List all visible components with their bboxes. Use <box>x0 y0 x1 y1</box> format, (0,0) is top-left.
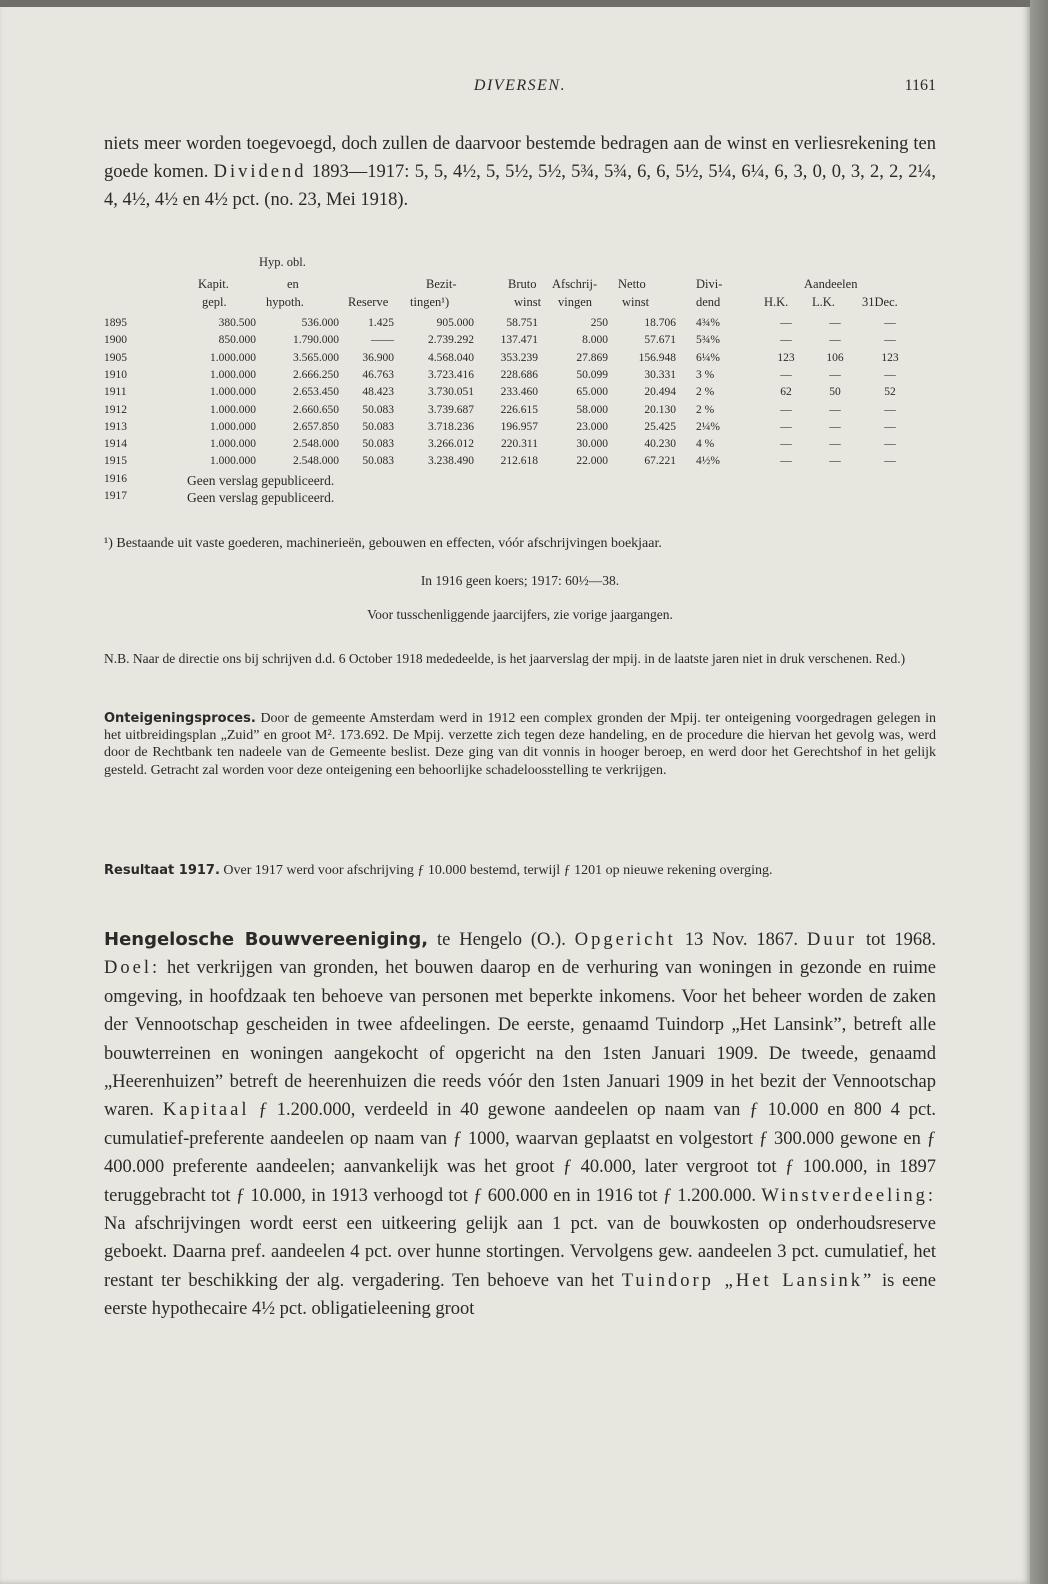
table-row <box>104 334 940 351</box>
dividend-values: 1893—1917: 5, 5, 4½, 5, 5½, 5½, 5¾, 5¾, 6, 6, 5½, 5¼, 6¼, 6, 3, 0, 0, 3, 2, 2, 2¼, 4, 4½, 4½ en 4½ pct. (no. 23, Mei 1918). <box>104 162 937 210</box>
table-row <box>104 352 940 369</box>
cell-note: Geen verslag gepubliceerd. <box>187 472 335 488</box>
cell-kap: 1.000.000 <box>210 386 256 399</box>
cell-year: 1913 <box>104 420 127 433</box>
header-31dec: 31Dec. <box>862 295 898 309</box>
cell-afs: 22.000 <box>576 455 608 468</box>
cell-lk: — <box>829 334 841 347</box>
cell-afs: 8.000 <box>582 334 608 347</box>
cell-d31: — <box>884 438 896 451</box>
cell-bez: 3.266.012 <box>428 438 474 451</box>
cell-net: 30.331 <box>644 368 676 381</box>
cell-hk: — <box>780 420 792 433</box>
cell-afs: 65.000 <box>576 386 608 399</box>
header-afschr-1: Afschrij- <box>552 277 598 291</box>
cell-lk: 106 <box>826 351 844 364</box>
cell-hyp: 1.790.000 <box>293 334 339 347</box>
cell-div: 6¼% <box>696 351 720 364</box>
header-reserve: Reserve <box>348 295 389 309</box>
cell-d31: — <box>884 403 896 416</box>
hypotheek-text: is eene eerste hypothecaire 4½ pct. obligatieleening groot <box>104 1270 937 1320</box>
cell-hyp: 2.666.250 <box>293 368 339 381</box>
cell-hk: 62 <box>780 386 792 399</box>
cell-div: 4 % <box>696 438 715 451</box>
cell-d31: — <box>884 317 896 329</box>
cell-afs: 23.000 <box>576 420 608 433</box>
cell-bru: 212.618 <box>500 455 538 468</box>
header-hk: H.K. <box>764 295 789 309</box>
header-bezit-1: Bezit- <box>426 277 457 291</box>
cell-kap: 380.500 <box>218 317 256 329</box>
cell-year: 1911 <box>104 386 127 399</box>
cell-net: 40.230 <box>644 438 676 451</box>
cell-year: 1905 <box>104 351 127 364</box>
cell-lk: — <box>829 317 841 329</box>
cell-hk: — <box>780 334 792 347</box>
cell-bez: 2.739.292 <box>428 334 474 347</box>
cell-afs: 250 <box>590 317 608 329</box>
cell-div: 5¾% <box>696 334 720 347</box>
cell-hk: 123 <box>777 351 795 364</box>
cell-bez: 3.718.236 <box>428 420 474 433</box>
cell-res: 50.083 <box>362 455 394 468</box>
koers-line: In 1916 geen koers; 1917: 60½—38. <box>420 573 620 588</box>
header-afschr-2: vingen <box>558 295 593 309</box>
intro-paragraph <box>104 130 936 214</box>
cell-lk: — <box>829 420 841 433</box>
kapitaal-text: ƒ 1.200.000, verdeeld in 40 gewone aandeelen op naam van ƒ 10.000 en 800 4 pct. cumulatief-preferente aandeelen op naam van ƒ 1000, waarvan geplaatst en volgestort ƒ 300.000 gewone en ƒ 400.000 preferente aandeelen; aanvankelijk was het groot ƒ 40.000, later vergroot tot ƒ 100.000, in 1897 teruggebracht tot ƒ 10.000, in 1913 verhoogd tot ƒ 600.000 en in 1916 tot ƒ 1.200.000. <box>104 1100 937 1206</box>
header-netto-1: Netto <box>618 277 646 291</box>
cell-year: 1912 <box>104 403 127 416</box>
cell-hyp: 2.653.450 <box>293 386 339 399</box>
cell-bru: 226.615 <box>500 403 538 416</box>
table-row <box>104 404 940 421</box>
dividend-label: Dividend <box>213 162 307 182</box>
cell-year: 1914 <box>104 438 127 451</box>
cell-res: 50.083 <box>362 403 394 416</box>
cell-hyp: 536.000 <box>301 317 339 329</box>
cell-year: 1910 <box>104 368 127 381</box>
cell-lk: — <box>829 368 841 381</box>
onteigening-paragraph <box>104 710 936 779</box>
table-row <box>104 369 940 386</box>
cell-bru: 220.311 <box>501 438 538 451</box>
cell-hyp: 2.657.850 <box>293 420 339 433</box>
tuindorp-label: Tuindorp „Het Lansink” <box>621 1270 875 1291</box>
cell-d31: — <box>884 455 896 468</box>
cell-bru: 137.471 <box>500 334 538 347</box>
cell-hk: — <box>780 403 792 416</box>
cell-res: —— <box>371 334 394 347</box>
winstverdeeling-text: Na afschrijvingen wordt eerst een uitkeering gelijk aan 1 pct. van de bouwkosten op onderhoudsreserve geboekt. Daarna pref. aandeelen 4 pct. over hunne stortingen. Vervolgens gew. aandeelen 3 pct. cumulatief, het restant ter beschikking der alg. vergadering. Ten behoeve van het <box>104 1214 936 1291</box>
cell-bez: 4.568.040 <box>428 351 474 364</box>
cell-kap: 850.000 <box>218 334 256 347</box>
section-title: DIVERSEN. <box>473 77 567 94</box>
cell-hk: — <box>780 438 792 451</box>
cell-bez: 3.730.051 <box>428 386 474 399</box>
winstverdeeling-label: Winstverdeeling: <box>761 1185 936 1206</box>
cell-bru: 196.957 <box>500 420 538 433</box>
cell-div: 4¾% <box>696 317 720 329</box>
cell-afs: 58.000 <box>576 403 608 416</box>
scan-right-edge <box>1030 0 1048 1584</box>
table-row <box>104 421 940 438</box>
table-row <box>104 473 940 490</box>
resultaat-paragraph <box>104 862 936 879</box>
cell-res: 36.900 <box>362 351 394 364</box>
cell-d31: — <box>884 368 896 381</box>
cell-hyp: 2.548.000 <box>293 438 339 451</box>
cell-year: 1917 <box>104 490 127 502</box>
footnote: ¹) Bestaande uit vaste goederen, machinerieën, gebouwen en effecten, vóór afschrijvingen boekjaar. <box>104 536 662 551</box>
page-number: 1161 <box>904 77 936 94</box>
doel-label: Doel: <box>104 958 161 979</box>
cell-bez: 905.000 <box>436 317 474 329</box>
header-bezit-2: tingen¹) <box>410 295 450 309</box>
cell-bez: 3.723.416 <box>428 368 474 381</box>
cell-hyp: 3.565.000 <box>293 351 339 364</box>
cell-res: 50.083 <box>362 420 394 433</box>
cell-afs: 27.869 <box>576 351 608 364</box>
cell-lk: — <box>829 455 841 468</box>
cell-year: 1895 <box>104 317 127 329</box>
header-kapit-1: Kapit. <box>198 277 229 291</box>
opgericht-label: Opgericht <box>574 930 676 950</box>
cell-year: 1916 <box>104 472 127 485</box>
header-netto-2: winst <box>622 295 650 309</box>
duur-value: tot 1968. <box>865 930 937 950</box>
cell-lk: — <box>829 403 841 416</box>
cell-net: 25.425 <box>644 420 676 433</box>
cell-bez: 3.238.490 <box>428 455 474 468</box>
cell-net: 20.494 <box>644 386 676 399</box>
cell-div: 2 % <box>696 386 715 399</box>
table-row <box>104 438 940 455</box>
header-kapit-2: gepl. <box>202 295 227 309</box>
cell-net: 18.706 <box>644 317 676 329</box>
cell-d31: 123 <box>881 351 899 364</box>
cell-afs: 30.000 <box>576 438 608 451</box>
cell-res: 46.763 <box>362 368 394 381</box>
see-previous-note: Voor tusschenliggende jaarcijfers, zie vorige jaargangen. <box>367 607 673 622</box>
running-header <box>104 77 936 103</box>
cell-kap: 1.000.000 <box>210 351 256 364</box>
cell-bru: 58.751 <box>506 317 538 329</box>
cell-net: 67.221 <box>644 455 676 468</box>
kapitaal-label: Kapitaal <box>162 1100 250 1121</box>
cell-res: 1.425 <box>368 317 394 329</box>
cell-net: 156.948 <box>638 351 676 364</box>
cell-bru: 353.239 <box>500 351 538 364</box>
header-divi-2: dend <box>696 295 721 309</box>
cell-kap: 1.000.000 <box>210 438 256 451</box>
hengelo-heading: Hengelosche Bouwvereeniging, <box>104 929 429 950</box>
cell-div: 4½% <box>696 455 720 468</box>
onteigening-text: Door de gemeente Amsterdam werd in 1912 een complex gronden der Mpij. ter onteigening voorgedragen gelegen in het uitbreidingsplan „Zuid” en groot M². 173.692. De Mpij. verzette zich tegen deze handeling, en de procedure die hiervan het gevolg was, werd door de Rechtbank ten nadeele van de Gemeente beslist. Deze ging van dit vonnis in hooger beroep, en werd door het Gerechtshof in het gelijk gesteld. Getracht zal worden voor deze onteigening een behoorlijke schadeloosstelling te verkrijgen. <box>104 711 937 778</box>
hengelo-location: te Hengelo (O.). <box>437 930 566 950</box>
cell-res: 50.083 <box>362 438 394 451</box>
header-divi-1: Divi- <box>696 277 723 291</box>
header-lk: L.K. <box>812 295 835 309</box>
cell-hyp: 2.660.650 <box>293 403 339 416</box>
cell-kap: 1.000.000 <box>210 368 256 381</box>
cell-div: 2¼% <box>696 420 720 433</box>
table-row <box>104 490 940 507</box>
cell-net: 57.671 <box>644 334 676 347</box>
table-row <box>104 386 940 403</box>
cell-res: 48.423 <box>362 386 394 399</box>
cell-net: 20.130 <box>644 403 676 416</box>
cell-bru: 233.460 <box>500 386 538 399</box>
header-bruto-1: Bruto <box>508 277 537 291</box>
cell-lk: 50 <box>829 386 841 399</box>
doel-text: het verkrijgen van gronden, het bouwen daarop en de verhuring van woningen in gezonde en ruime omgeving, in hoofdzaak ten behoeve van personen met beperkte inkomens. Voor het beheer worden de zaken der Vennootschap gescheiden in twee afdeelingen. De eerste, genaamd Tuindorp „Het Lansink”, betreft alle bouwterreinen en woningen aangekocht of opgericht na den 1sten Januari 1909. De tweede, genaamd „Heerenhuizen” betreft de heerenhuizen die reeds vóór den 1sten Januari 1909 in het bezit der Vennootschap waren. <box>104 958 936 1121</box>
cell-div: 3 % <box>696 368 715 381</box>
cell-lk: — <box>829 438 841 451</box>
cell-kap: 1.000.000 <box>210 403 256 416</box>
cell-d31: 52 <box>884 386 896 399</box>
cell-hk: — <box>780 368 792 381</box>
nb-note: N.B. Naar de directie ons bij schrijven d.d. 6 October 1918 mededeelde, is het jaarverslag der mpij. in de laatste jaren niet in druk verschenen. Red.) <box>104 651 906 666</box>
table-row <box>104 455 940 472</box>
cell-bez: 3.739.687 <box>428 403 474 416</box>
cell-kap: 1.000.000 <box>210 420 256 433</box>
cell-d31: — <box>884 334 896 347</box>
table-row <box>104 317 940 334</box>
cell-div: 2 % <box>696 403 715 416</box>
intro-text: niets meer worden toegevoegd, doch zullen de daarvoor bestemde bedragen aan de winst en verliesrekening ten goede komen. <box>104 134 936 182</box>
onteigening-heading: Onteigeningsproces. <box>104 711 256 726</box>
cell-bru: 228.686 <box>500 368 538 381</box>
resultaat-heading: Resultaat 1917. <box>104 863 220 878</box>
duur-label: Duur <box>806 930 858 950</box>
cell-hk: — <box>780 317 792 329</box>
header-hyp-obl: Hyp. obl. <box>259 255 306 269</box>
cell-year: 1915 <box>104 455 127 468</box>
cell-kap: 1.000.000 <box>210 455 256 468</box>
cell-afs: 50.099 <box>576 368 608 381</box>
cell-d31: — <box>884 420 896 433</box>
resultaat-text: Over 1917 werd voor afschrijving ƒ 10.000 bestemd, terwijl ƒ 1201 op nieuwe rekening overging. <box>223 863 773 878</box>
cell-hyp: 2.548.000 <box>293 455 339 468</box>
cell-note: Geen verslag gepubliceerd. <box>187 490 335 505</box>
opgericht-date: 13 Nov. 1867. <box>684 930 799 950</box>
header-aandeelen: Aandeelen <box>804 277 858 291</box>
scan-top-border <box>0 0 1030 7</box>
cell-hk: — <box>780 455 792 468</box>
header-hypoth-1: en <box>287 277 299 291</box>
header-bruto-2: winst <box>514 295 542 309</box>
header-hypoth-2: hypoth. <box>266 295 304 309</box>
hengelo-paragraph <box>104 926 936 1324</box>
cell-year: 1900 <box>104 334 127 347</box>
